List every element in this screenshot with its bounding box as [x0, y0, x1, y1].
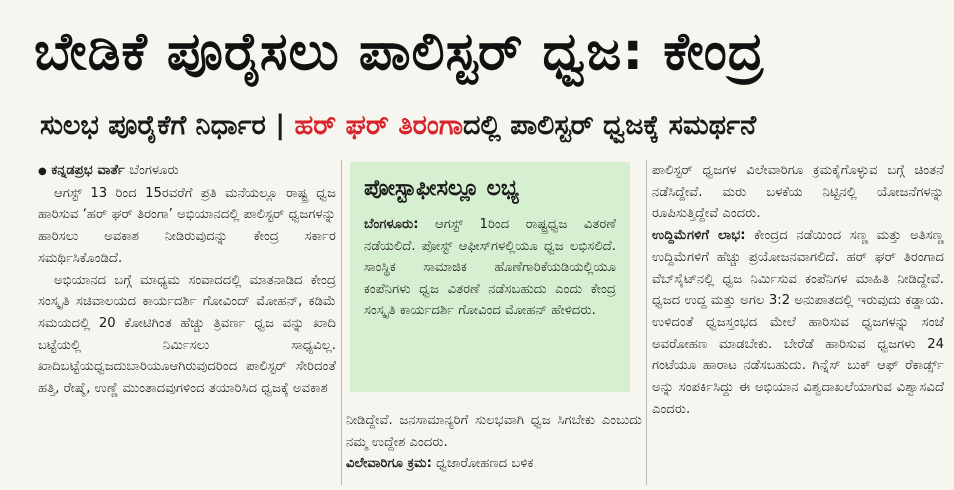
sidebar-box-title: ಪೋಸ್ಟಾಫೀಸಲ್ಲೂ ಲಭ್ಯ [364, 176, 519, 201]
byline [38, 160, 336, 183]
byline-bullet-icon: ● [38, 166, 47, 177]
sidebar-box-dateline: ಬೆಂಗಳೂರು: [364, 217, 419, 232]
middle-paragraph-2-text: ಧ್ವಜಾರೋಹಣದ ಬಳಿಕ [431, 456, 534, 472]
column-divider-right [646, 160, 647, 485]
subhead-campaign-name: ಹರ್ ಘರ್ ತಿರಂಗಾ [294, 110, 464, 141]
right-column [652, 160, 944, 420]
byline-place: ಬೆಂಗಳೂರು [129, 163, 179, 178]
right-paragraph-2-text: ಕೇಂದ್ರದ ನಡೆಯಿಂದ ಸಣ್ಣ ಮತ್ತು ಅತಿಸಣ್ಣ ಉದ್ದಿಮೆಗಳಿಗೆ ಹೆಚ್ಚು ಪ್ರಯೋಜನವಾಗಲಿದೆ. ಹರ್ ಘರ್ ತಿರಂಗಾದ ವೆಬ್‌ಸೈಟ್‌ನಲ್ಲಿ ಧ್ವಜ ನಿರ್ಮಿಸುವ ಕಂಪೆನಿಗಳ ಮಾಹಿತಿ ನೀಡಿದ್ದೇವೆ. ಧ್ವಜದ ಉದ್ದ ಮತ್ತು ಅಗಲ 3:2 ಅನುಪಾತದಲ್ಲಿ ಇರುವುದು ಕಡ್ಡಾಯ. ಉಳಿದಂತೆ ಧ್ವಜಸ್ತಂಭದ ಮೇಲೆ ಹಾರಿಸುವ ಧ್ವಜಗಳನ್ನು ಸಂಜೆ ಅವರೋಹಣ ಮಾಡಬೇಕು. ಬೇರೆಡೆ ಹಾರಿಸುವ ಧ್ವಜಗಳು 24 ಗಂಟೆಯೂ ಹಾರಾಟ ನಡೆಸಬಹುದು. ಗಿನ್ನೆಸ್ ಬುಕ್ ಆಫ್ ರೆಕಾರ್ಡ್ಸ್ ಅನ್ನು ಸಂಪರ್ಕಿಸಿದ್ದು ಈ ಅಭಿಯಾನ ವಿಶ್ವದಾಖಲೆಯಾಗುವ ವಿಶ್ವಾಸವಿದೆ ಎಂದರು. [652, 228, 944, 417]
middle-subheading: ವಿಲೇವಾರಿಗೂ ಕ್ರಮ: [346, 456, 432, 472]
middle-bottom-column [346, 410, 642, 475]
headline: ಬೇಡಿಕೆ ಪೂರೈಸಲು ಪಾಲಿಸ್ಟರ್ ಧ್ವಜ: ಕೇಂದ್ರ [34, 22, 765, 82]
sidebar-box-text: ಆಗಸ್ಟ್ 1ರಿಂದ ರಾಷ್ಟ್ರಧ್ವಜ ವಿತರಣೆ ನಡೆಯಲಿದೆ. ಪೋಸ್ಟ್ ಆಫೀಸ್‌ಗಳಲ್ಲಿಯೂ ಧ್ವಜ ಲಭಿಸಲಿದೆ. ಸಾಂಸ್ಥಿಕ ಸಾಮಾಜಿಕ ಹೊಣೆಗಾರಿಕೆಯಡಿಯಲ್ಲಿಯೂ ಕಂಪೆನಿಗಳು ಧ್ವಜ ವಿತರಣೆ ನಡೆಸಬಹುದು ಎಂದು ಕೇಂದ್ರ ಸಂಸ್ಕೃತಿ ಕಾರ್ಯದರ್ಶಿ ಗೋವಿಂದ ಮೋಹನ್ ಹೇಳಿದರು. [364, 217, 616, 318]
left-paragraph-2: ಅಭಿಯಾನದ ಬಗ್ಗೆ ಮಾಧ್ಯಮ ಸಂವಾದದಲ್ಲಿ ಮಾತನಾಡಿದ ಕೇಂದ್ರ ಸಂಸ್ಕೃತಿ ಸಚಿವಾಲಯದ ಕಾರ್ಯದರ್ಶಿ ಗೋವಿಂದ್ ಮೋಹನ್, ಕಡಿಮೆ ಸಮಯದಲ್ಲಿ 20 ಕೋಟಿಗಿಂತ ಹೆಚ್ಚು ತ್ರಿವರ್ಣ ಧ್ವಜ ವನ್ನು ಖಾದಿ ಬಟ್ಟೆಯಲ್ಲಿ ನಿರ್ಮಿಸಲು ಸಾಧ್ಯವಿಲ್ಲ. ಖಾದಿಬಟ್ಟೆಯಧ್ವಜದುಬಾರಿಯೂಆಗಿರುವುದರಿಂದ ಪಾಲಿಸ್ಟರ್ ಸೇರಿದಂತೆ ಹತ್ತಿ, ರೇಷ್ಮೆ, ಉಣ್ಣೆ ಮುಂತಾದವುಗಳಿಂದ ತಯಾರಿಸಿದ ಧ್ವಜಕ್ಕೆ ಅವಕಾಶ [38, 272, 336, 397]
sidebar-box [350, 162, 630, 392]
left-column [38, 160, 336, 400]
middle-paragraph-1: ನೀಡಿದ್ದೇವೆ. ಜನಸಾಮಾನ್ಯರಿಗೆ ಸುಲಭವಾಗಿ ಧ್ವಜ ಸಿಗಬೇಕು ಎಂಬುದು ನಮ್ಮ ಉದ್ದೇಶ ಎಂದರು. [346, 413, 642, 450]
right-subheading: ಉದ್ದಿಮೆಗಳಿಗೆ ಲಾಭ: [652, 228, 746, 244]
sidebar-box-body [364, 214, 616, 322]
right-paragraph-1: ಪಾಲಿಸ್ಟರ್ ಧ್ವಜಗಳ ವಿಲೇವಾರಿಗೂ ಕ್ರಮಕೈಗೊಳ್ಳುವ ಬಗ್ಗೆ ಚಿಂತನೆ ನಡೆಸಿದ್ದೇವೆ. ಮರು ಬಳಕೆಯ ನಿಟ್ಟಿನಲ್ಲಿ ಯೋಜನೆಗಳನ್ನು ರೂಪಿಸುತ್ತಿದ್ದೇವೆ ಎಂದರು. [652, 163, 944, 222]
right-paragraph-2 [652, 225, 944, 420]
byline-source: ಕನ್ನಡಪ್ರಭ ವಾರ್ತೆ [51, 163, 125, 178]
subhead-part-2: ದಲ್ಲಿ ಪಾಲಿಸ್ಟರ್ ಧ್ವಜಕ್ಕೆ ಸಮರ್ಥನೆ [463, 110, 757, 141]
column-divider-left [341, 160, 342, 485]
subheadline [40, 104, 940, 148]
subhead-part-1: ಸುಲಭ ಪೂರೈಕೆಗೆ ನಿರ್ಧಾರ | [40, 110, 295, 141]
left-paragraph-1: ಆಗಸ್ಟ್ 13 ರಿಂದ 15ರವರೆಗೆ ಪ್ರತಿ ಮನೆಯಲ್ಲೂ ರಾಷ್ಟ್ರ ಧ್ವಜ ಹಾರಿಸುವ ‘ಹರ್ ಘರ್ ತಿರಂಗಾ’ ಅಭಿಯಾನದಲ್ಲಿ ಪಾಲಿಸ್ಟರ್ ಧ್ವಜಗಳನ್ನು ಹಾರಿಸಲು ಅವಕಾಶ ನೀಡಿರುವುದನ್ನು ಕೇಂದ್ರ ಸರ್ಕಾರ ಸಮರ್ಥಿಸಿಕೊಂಡಿದೆ. [38, 185, 336, 266]
middle-paragraph-2 [346, 453, 642, 475]
